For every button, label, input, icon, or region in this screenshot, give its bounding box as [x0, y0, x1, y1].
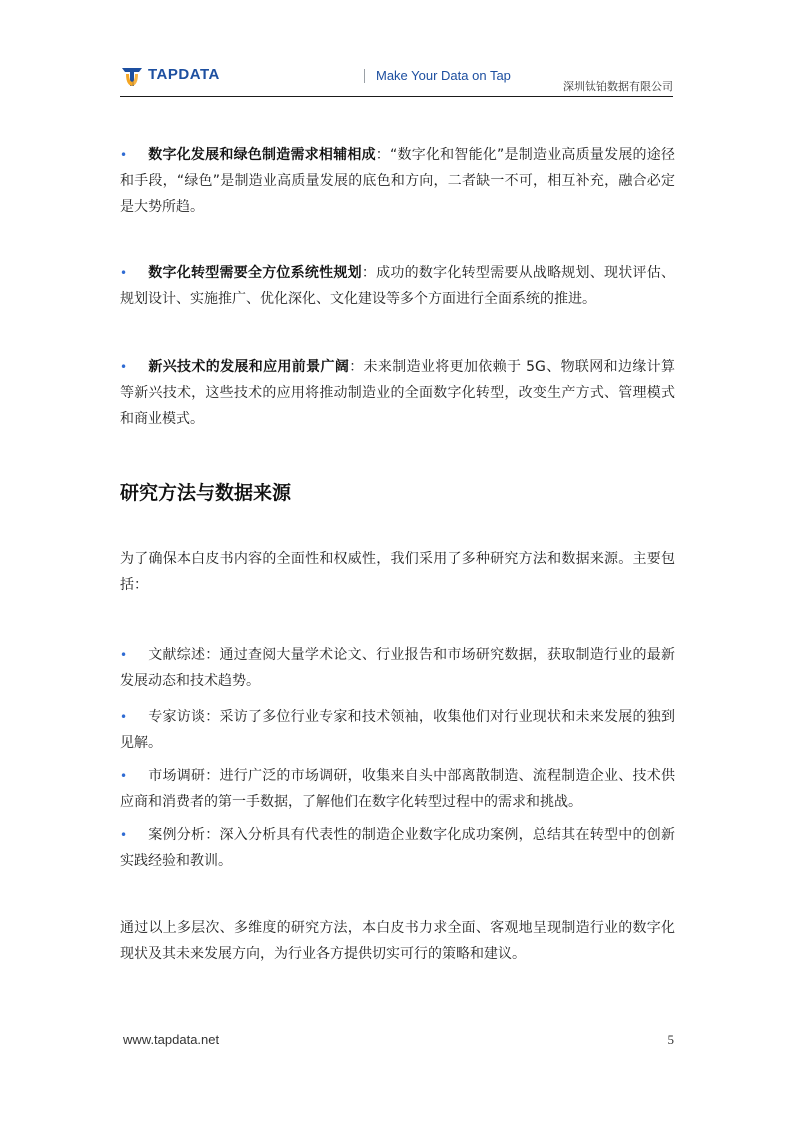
finding-item: [120, 142, 675, 220]
method-text: 专家访谈：采访了多位行业专家和技术领袖，收集他们对行业现状和未来发展的独到见解。: [120, 709, 675, 751]
finding-item: [120, 354, 675, 432]
tapdata-logo-icon: [120, 65, 144, 89]
section-intro: 为了确保本白皮书内容的全面性和权威性，我们采用了多种研究方法和数据来源。主要包括：: [120, 551, 675, 593]
header-divider: [364, 69, 365, 83]
page-number: 5: [667, 1032, 674, 1047]
finding-text: ：“数字化和智能化”是制造业高质量发展的途径和手段，“绿色”是制造业高质量发展的底色和方向，二者缺一不可，相互补充，融合必定是大势所趋。: [120, 147, 675, 215]
bullet-icon: •: [120, 769, 128, 783]
finding-title: 数字化发展和绿色制造需求相辅相成: [148, 147, 376, 163]
finding-title: 数字化转型需要全方位系统性规划: [148, 265, 362, 281]
bullet-icon: •: [120, 148, 128, 162]
bullet-icon: •: [120, 648, 128, 662]
finding-text: ：成功的数字化转型需要从战略规划、现状评估、规划设计、实施推广、优化深化、文化建设等多个方面进行全面系统的推进。: [120, 265, 676, 307]
method-item: [120, 642, 675, 694]
section-conclusion: 通过以上多层次、多维度的研究方法，本白皮书力求全面、客观地呈现制造行业的数字化现状及其未来发展方向，为行业各方提供切实可行的策略和建议。: [120, 920, 675, 962]
bullet-icon: •: [120, 710, 128, 724]
finding-title: 新兴技术的发展和应用前景广阔: [148, 359, 350, 375]
method-text: 文献综述：通过查阅大量学术论文、行业报告和市场研究数据，获取制造行业的最新发展动态和技术趋势。: [120, 647, 675, 689]
header-tagline: Make Your Data on Tap: [376, 68, 511, 83]
section-heading: 研究方法与数据来源: [120, 482, 292, 504]
method-text: 市场调研：进行广泛的市场调研，收集来自头中部离散制造、流程制造企业、技术供应商和消费者的第一手数据，了解他们在数字化转型过程中的需求和挑战。: [120, 768, 675, 810]
bullet-icon: •: [120, 828, 128, 842]
company-name: 深圳钛铂数据有限公司: [563, 80, 673, 93]
logo-text: TAPDATA: [148, 66, 220, 83]
page-header: [120, 60, 673, 97]
finding-text: ：未来制造业将更加依赖于 5G、物联网和边缘计算等新兴技术，这些技术的应用将推动制造业的全面数字化转型，改变生产方式、管理模式和商业模式。: [120, 359, 675, 427]
method-item: [120, 822, 675, 874]
footer-url-link[interactable]: www.tapdata.net: [123, 1032, 220, 1047]
bullet-icon: •: [120, 360, 128, 374]
method-text: 案例分析：深入分析具有代表性的制造企业数字化成功案例，总结其在转型中的创新实践经验和教训。: [120, 827, 675, 869]
finding-item: [120, 260, 675, 312]
method-item: [120, 704, 675, 756]
method-item: [120, 763, 675, 815]
bullet-icon: •: [120, 266, 128, 280]
